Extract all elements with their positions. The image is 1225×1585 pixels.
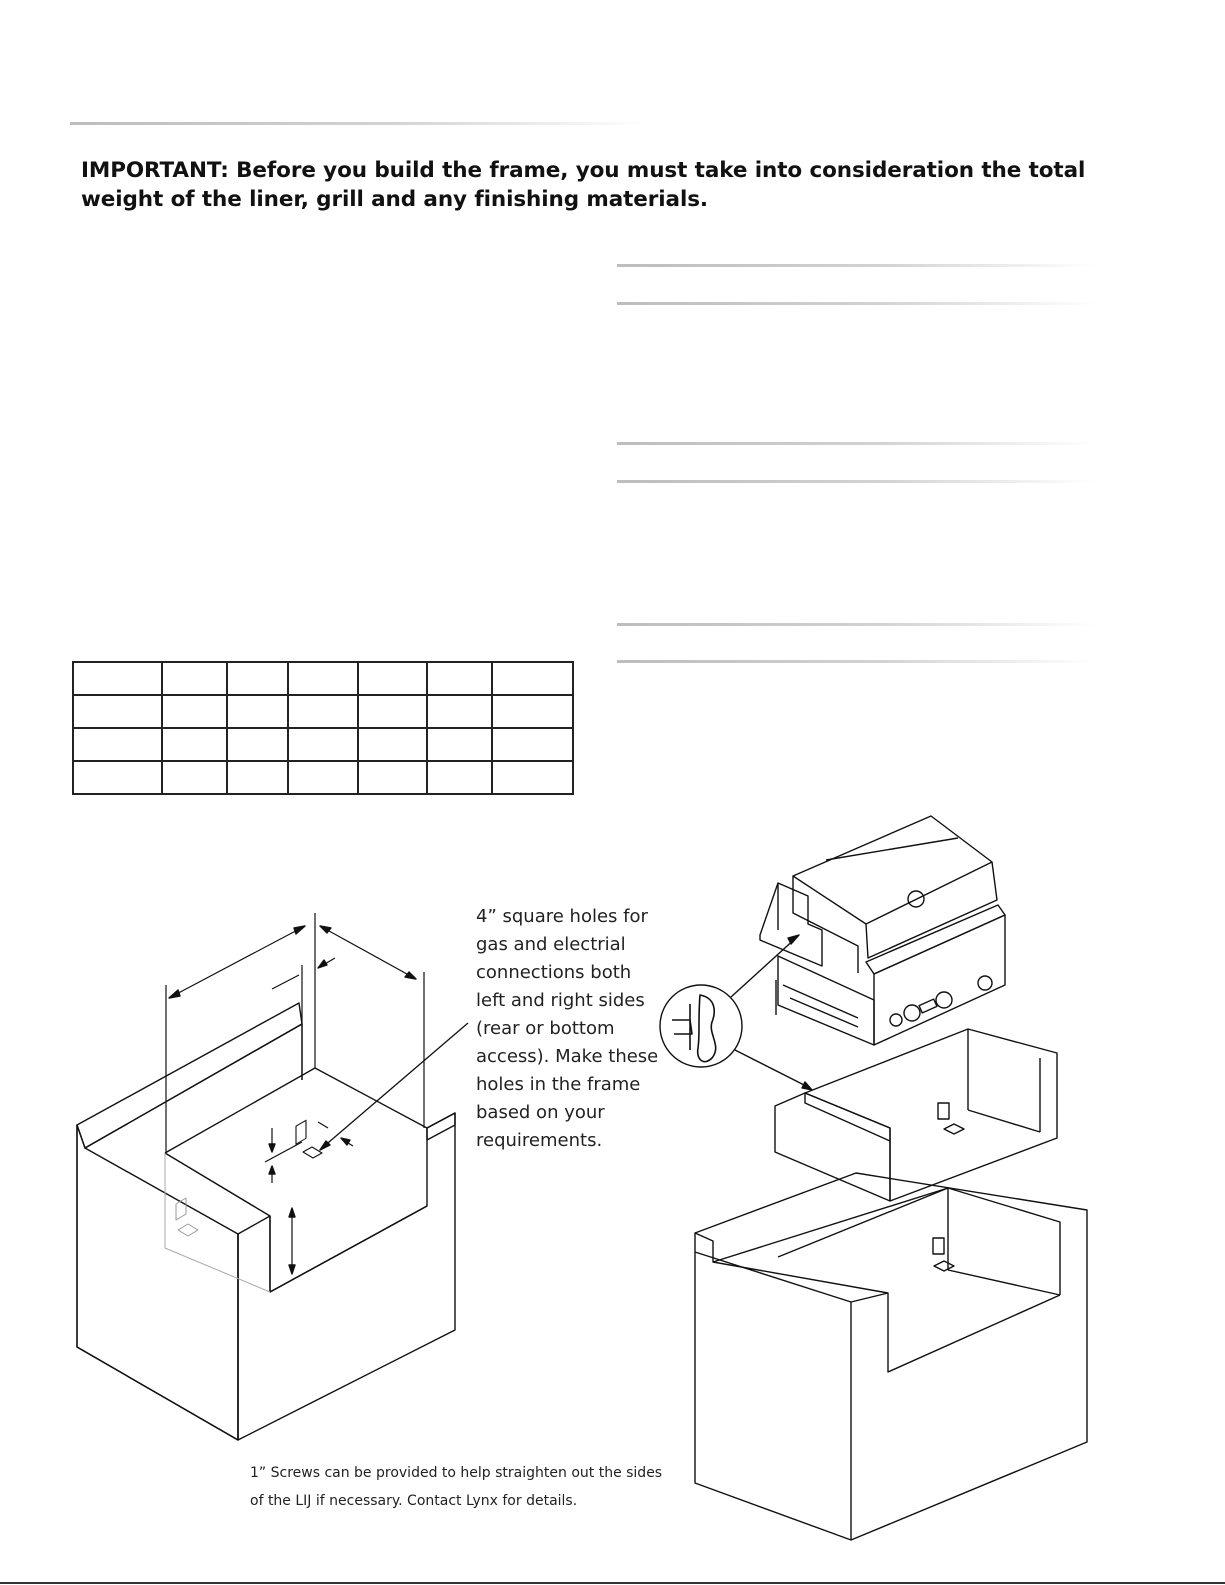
grill-control-panel (866, 905, 1005, 1045)
detail-callout (660, 935, 812, 1090)
grill-frame (695, 1173, 1087, 1540)
grill-body (778, 956, 874, 1045)
screws-note: 1” Screws can be provided to help straighten out the sides of the LIJ if necessary. Contact Lynx for details. (250, 1465, 663, 1509)
important-notice: IMPORTANT: Before you build the frame, you must take into consideration the total weight of the liner, grill and any finishing materials. (81, 158, 1086, 212)
grill-liner (775, 1029, 1057, 1201)
page-bottom-rule (0, 1582, 1225, 1584)
holes-note: 4” square holes for gas and electrial connections both left and right sides (rear or bottom access). Make these holes in the frame based on your requirements. (476, 906, 659, 1151)
grill-side-bracket (760, 883, 822, 966)
